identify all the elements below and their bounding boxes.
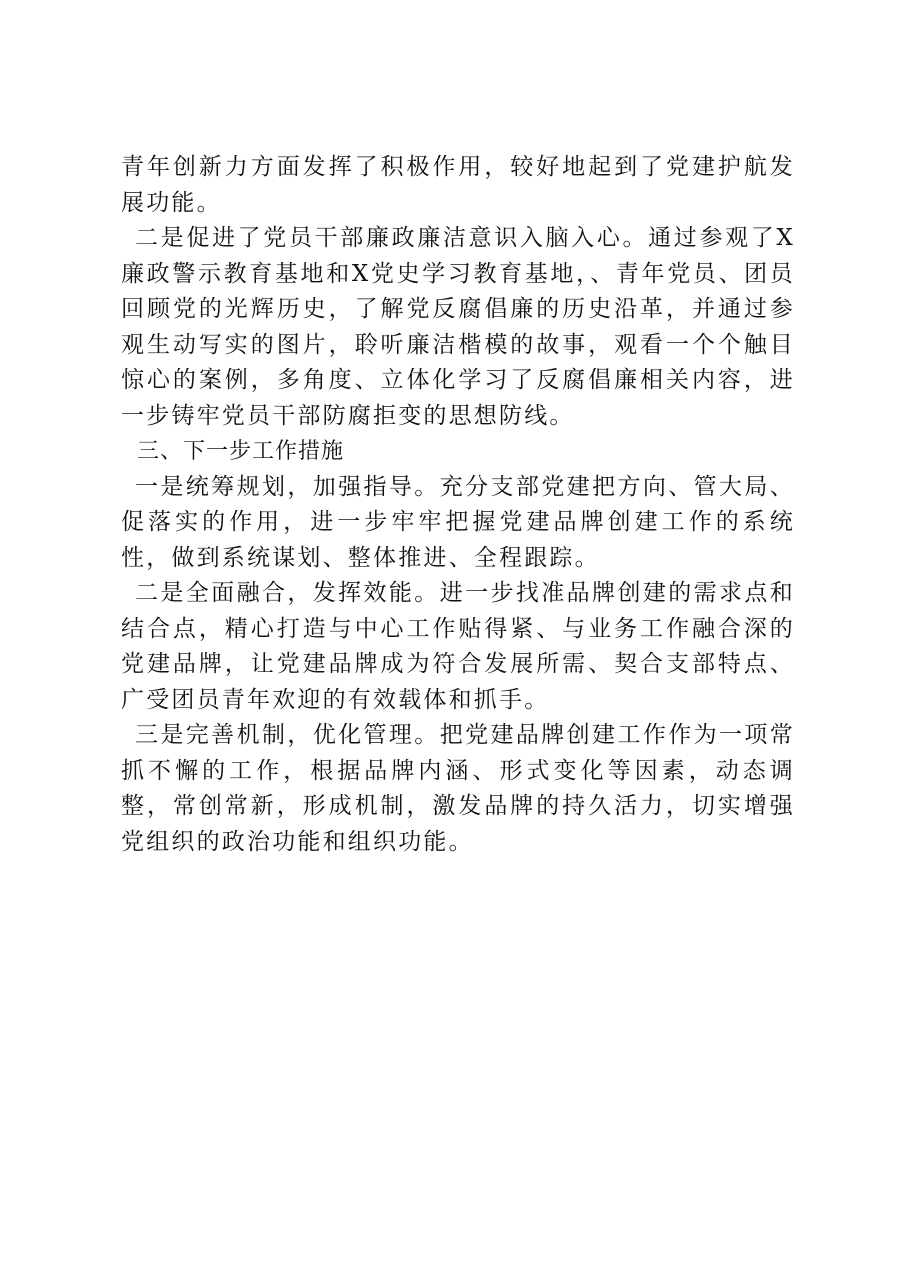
paragraph-continuation: 青年创新力方面发挥了积极作用，较好地起到了党建护航发展功能。 [121,154,795,216]
section-heading-next-steps: 三、下一步工作措施 [137,439,345,464]
paragraph-integrity-awareness: 二是促进了党员干部廉政廉洁意识入脑入心。通过参观了X廉政警示教育基地和X党史学习教育基地，、青年党员、团员回顾党的光辉历史，了解党反腐倡廉的历史沿革，并通过参观生动写实的图片，聆听廉洁楷模的故事，观看一个个触目惊心的案例，多角度、立体化学习了反腐倡廉相关内容，进一步铸牢党员干部防腐拒变的思想防线。 [121,225,795,429]
document-page [121,150,795,860]
paragraph-measure-planning: 一是统筹规划，加强指导。充分支部党建把方向、管大局、促落实的作用，进一步牢牢把握党建品牌创建工作的系统性，做到系统谋划、整体推进、全程跟踪。 [121,473,795,571]
paragraph-measure-mechanism: 三是完善机制，优化管理。把党建品牌创建工作作为一项常抓不懈的工作，根据品牌内涵、形式变化等因素，动态调整，常创常新，形成机制，激发品牌的持久活力，切实增强党组织的政治功能和组织功能。 [121,722,795,855]
paragraph-measure-integration: 二是全面融合，发挥效能。进一步找准品牌创建的需求点和结合点，精心打造与中心工作贴得紧、与业务工作融合深的党建品牌，让党建品牌成为符合发展所需、契合支部特点、广受团员青年欢迎的有效载体和抓手。 [121,580,795,713]
